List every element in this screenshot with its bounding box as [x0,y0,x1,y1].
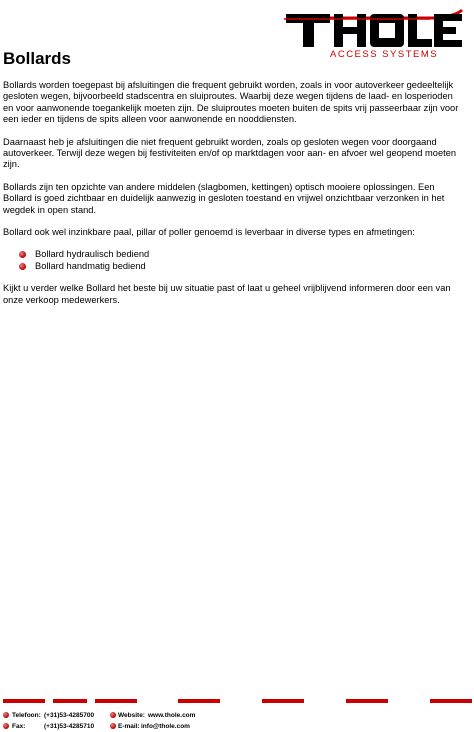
website-link[interactable]: www.thole.com [148,712,196,719]
footer-dash [346,699,388,703]
fax-value: (+31)53-4285710 [44,723,95,730]
paragraph-1: Bollards worden toegepast bij afsluitingen die frequent gebruikt worden, zoals in voor autoverkeer gedeeltelijk gesloten wegen, bijvoorbeeld stadscentra en sluiproutes. Waarbij deze wegen tijdens de laad- en losperioden en voor aanwonende toegankelijk moeten zijn. De sluiproutes moeten buiten de spits vrij passeerbaar zijn voor een ieder en tijdens de spits alleen voor aanwonende en nooddiensten. [3,80,459,125]
phone-bullet-icon [3,712,9,718]
paragraph-2: Daarnaast heb je afsluitingen die niet frequent gebruikt worden, zoals op gesloten wegen voor doorgaand autoverkeer. Terwijl deze wegen bij festiviteiten en/of op marktdagen voor aan- en afvoer wel geopend moeten zijn. [3,136,457,170]
list-item [19,249,465,260]
phone-value: (+31)53-4285700 [44,712,95,719]
bollard-types-list [3,249,465,272]
website-label: Website: [118,712,145,719]
phone-label: Telefoon: [12,712,41,719]
thole-logo-graphic [284,2,466,60]
footer-dash [3,699,45,703]
page-title: Bollards [3,49,72,68]
email-bullet-icon [110,723,116,729]
email-label: E-mail: [118,723,140,730]
logo-subtitle: ACCESS SYSTEMS [330,49,439,60]
website-bullet-icon [110,712,116,718]
footer-row [0,710,474,721]
bullet-icon [19,263,26,270]
footer-dash [53,699,87,703]
footer-contact [0,710,474,732]
list-item-label: Bollard handmatig bediend [35,260,146,271]
footer-row [0,721,474,732]
fax-label: Fax: [12,723,26,730]
body-text [3,80,465,317]
fax-bullet-icon [3,723,9,729]
paragraph-3: Bollards zijn ten opzichte van andere middelen (slagbomen, kettingen) optisch mooiere oplossingen. Een Bollard is goed zichtbaar en duidelijk aanwezig in gesloten toestand en vrijwel onzichtbaar verzonken in het wegdek in open stand. [3,181,445,215]
footer-dash [430,699,472,703]
thole-logo [284,2,466,60]
email-link[interactable]: info@thole.com [141,723,190,730]
footer-dash [95,699,137,703]
footer-dash [262,699,304,703]
footer-divider [0,699,474,703]
list-item [19,261,465,272]
bullet-icon [19,251,26,258]
list-item-label: Bollard hydraulisch bediend [35,249,150,260]
closing-paragraph: Kijkt u verder welke Bollard het beste bij uw situatie past of laat u geheel vrijblijvend informeren door een van onze verkoop medewerkers. [3,283,451,305]
paragraph-4: Bollard ook wel inzinkbare paal, pillar of poller genoemd is leverbaar in diverse types en afmetingen: [3,227,415,238]
footer-dash [178,699,220,703]
